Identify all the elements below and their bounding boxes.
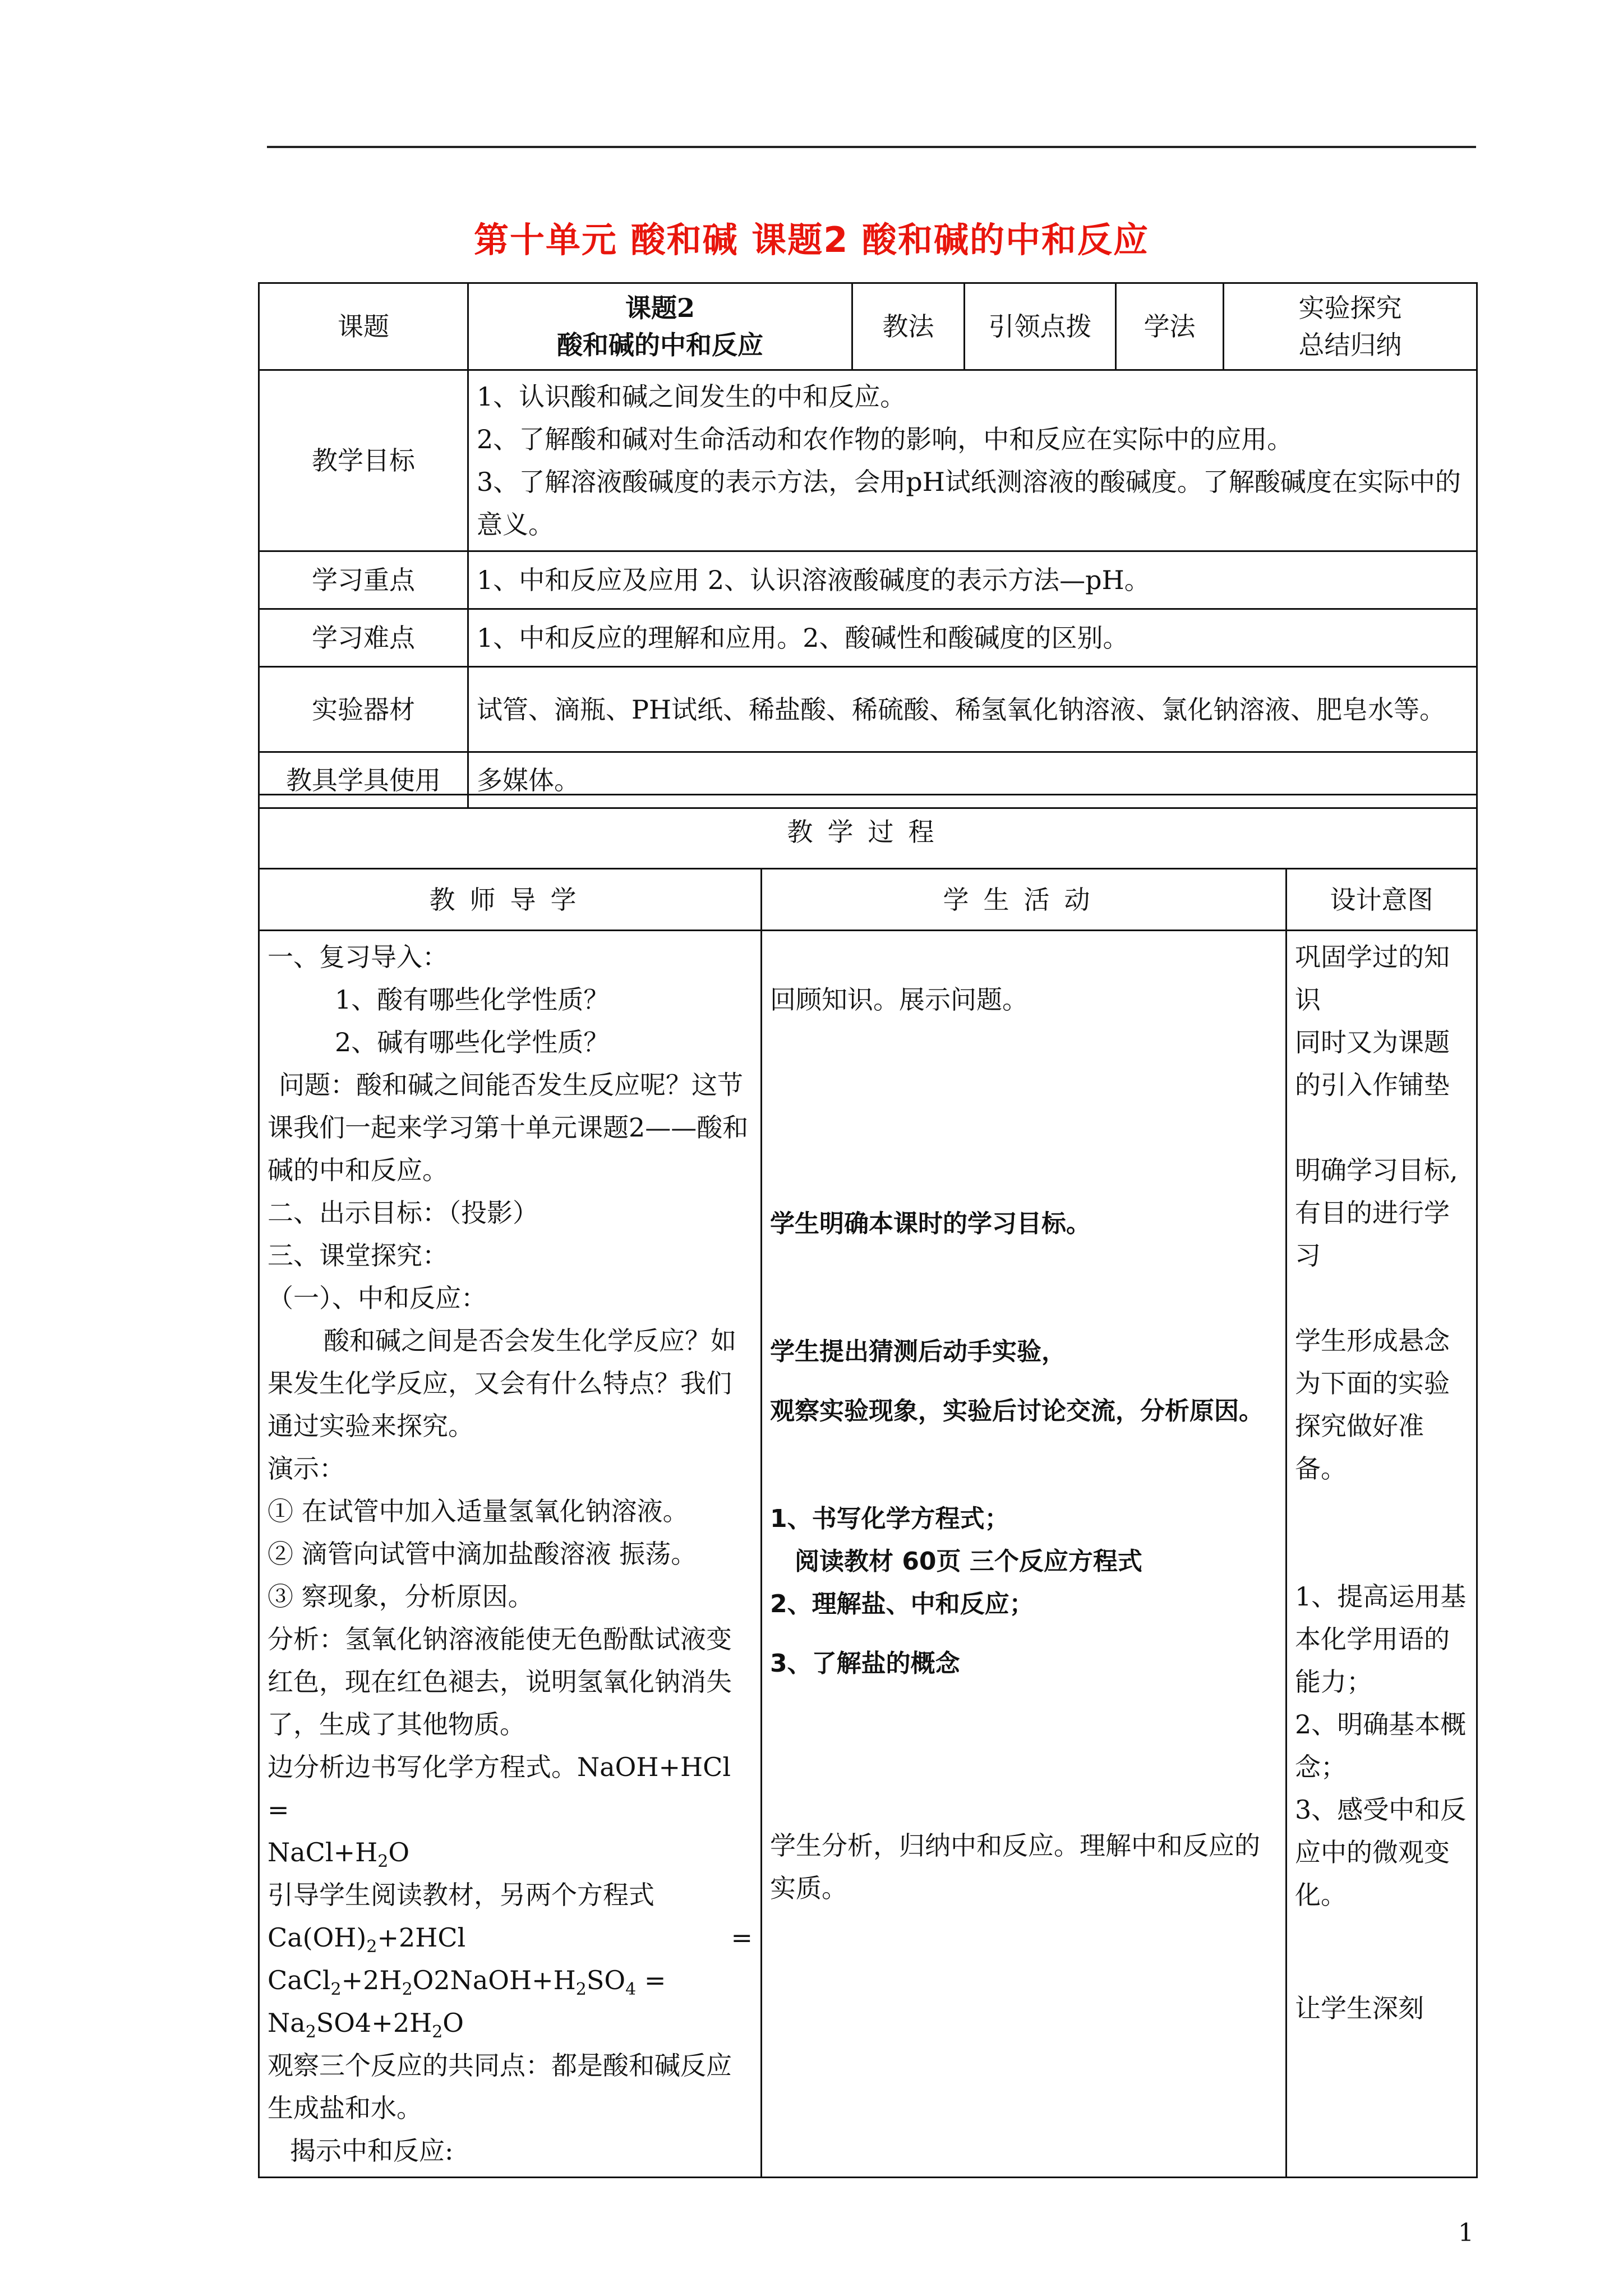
lesson-info-table [258,282,1478,809]
focus-label: 学习重点 [259,551,468,609]
xuefa-value [1224,283,1477,370]
col-header-student: 学生活动 [762,869,1287,931]
difficulty-value: 1、中和反应的理解和应用。2、酸碱性和酸碱度的区别。 [468,609,1477,667]
equation-3: $CaCl_2+2H_2O2NaOH+H_2SO_4 = Na_2SO4+2H_2O$ [268,1965,666,2042]
student-salt-concept: 3、了解盐的概念 [770,1649,960,1678]
intro-question: 问题：酸和碱之间能否发生反应呢？这节课我们一起来学习第十单元课题2——酸和碱的中和反应。 [268,1070,749,1185]
review-q2: 2、碱有哪些化学性质？ [335,1027,610,1057]
neutralization-heading: （一）、中和反应： [268,1283,487,1313]
tools-value: 多媒体。 [468,752,1477,808]
keti-line-2: 酸和碱的中和反应 [557,330,763,360]
equation-2: $Ca(OH)_2+2HCl$ = [268,1922,753,1957]
equation-intro: 边分析边书写化学方程式。NaOH+HCl = [268,1752,731,1825]
keti-value [468,283,852,370]
student-goals: 学生明确本课时的学习目标。 [770,1209,1091,1238]
design-intent-cell [1287,931,1477,2178]
xuefa-line-2: 总结归纳 [1298,330,1402,360]
goal-1: 1、认识酸和碱之间发生的中和反应。 [477,381,906,412]
student-review: 回顾知识。展示问题。 [770,984,1028,1015]
col-header-teacher: 教师导学 [259,869,762,931]
keti-label: 课题 [259,283,468,370]
tools-label: 教具学具使用 [259,752,468,808]
intent-chem-language: 1、提高运用基本化学用语的能力； [1295,1581,1467,1697]
goal-3: 3、了解溶液酸碱度的表示方法，会用pH试纸测溶液的酸碱度。了解酸碱度在实际中的意义。 [477,467,1461,540]
xuefa-line-1: 实验探究 [1298,293,1402,323]
student-guess: 学生提出猜测后动手实验， [770,1337,1066,1366]
student-write-equation: 1、书写化学方程式； [770,1504,1009,1533]
intent-pave: 同时又为课题的引入作铺垫 [1295,1027,1450,1100]
keti-line-1: 课题2 [625,293,695,323]
focus-value: 1、中和反应及应用 2、认识溶液酸碱度的表示方法—pH。 [468,551,1477,609]
goals-cell [468,370,1477,551]
teaching-process-table [258,794,1478,2178]
teacher-guide-cell [259,931,762,2178]
col-header-intent: 设计意图 [1287,869,1477,931]
process-header: 教学过程 [259,795,1477,869]
student-analyze: 学生分析，归纳中和反应。理解中和反应的实质。 [770,1830,1260,1903]
page-title: 第十单元 酸和碱 课题2 酸和碱的中和反应 [474,219,1149,260]
common-point: 观察三个反应的共同点：都是酸和碱反应生成盐和水。 [268,2050,732,2123]
student-understand-salt: 2、理解盐、中和反应； [770,1590,1034,1618]
student-read-textbook: 阅读教材 60页 三个反应方程式 [795,1547,1142,1576]
demo-step-3: ③ 察现象，分析原因。 [268,1581,534,1612]
explore-heading: 三、课堂探究： [268,1240,448,1271]
demo-step-2: ② 滴管向试管中滴加盐酸溶液 振荡。 [268,1539,697,1569]
intent-consolidate: 巩固学过的知识 [1295,942,1450,1015]
student-activity-cell [762,931,1287,2178]
page-number: 1 [1458,2219,1474,2247]
review-q1: 1、酸有哪些化学性质？ [335,984,610,1015]
header-rule [267,146,1476,148]
read-textbook: 引导学生阅读教材，另两个方程式 [268,1880,654,1910]
demo-step-1: ① 在试管中加入适量氢氧化钠溶液。 [268,1496,689,1526]
intent-suspense: 学生形成悬念为下面的实验探究做好准备。 [1295,1326,1450,1484]
reveal-neutralization: 揭示中和反应: [290,2136,454,2166]
equipment-value: 试管、滴瓶、PH试纸、稀盐酸、稀硫酸、稀氢氧化钠溶液、氯化钠溶液、肥皂水等。 [468,667,1477,752]
goal-2: 2、了解酸和碱对生命活动和农作物的影响，中和反应在实际中的应用。 [477,424,1293,454]
jiaofa-value: 引领点拨 [965,283,1116,370]
jiaofa-label: 教法 [852,283,965,370]
student-observe: 观察实验现象，实验后讨论交流，分析原因。 [770,1397,1264,1425]
difficulty-label: 学习难点 [259,609,468,667]
goals-label: 教学目标 [259,370,468,551]
explore-question: 酸和碱之间是否会发生化学反应？如果发生化学反应，又会有什么特点？我们通过实验来探究。 [268,1326,736,1441]
analysis-text: 分析：氢氧化钠溶液能使无色酚酞试液变红色，现在红色褪去，说明氢氧化钠消失了，生成了其他物质。 [268,1624,732,1740]
intent-goals: 明确学习目标,有目的进行学习 [1295,1155,1458,1271]
xuefa-label: 学法 [1116,283,1224,370]
show-goals: 二、出示目标：（投影） [268,1198,538,1228]
demo-label: 演示： [268,1453,345,1484]
equation-1: $NaCl+H_2O$ [268,1837,410,1872]
intent-concepts: 2、明确基本概念； [1295,1709,1467,1782]
intent-deep: 让学生深刻 [1295,1993,1424,2023]
review-heading: 一、复习导入： [268,942,448,972]
intent-micro-change: 3、感受中和反应中的微观变化。 [1295,1795,1467,1910]
equipment-label: 实验器材 [259,667,468,752]
